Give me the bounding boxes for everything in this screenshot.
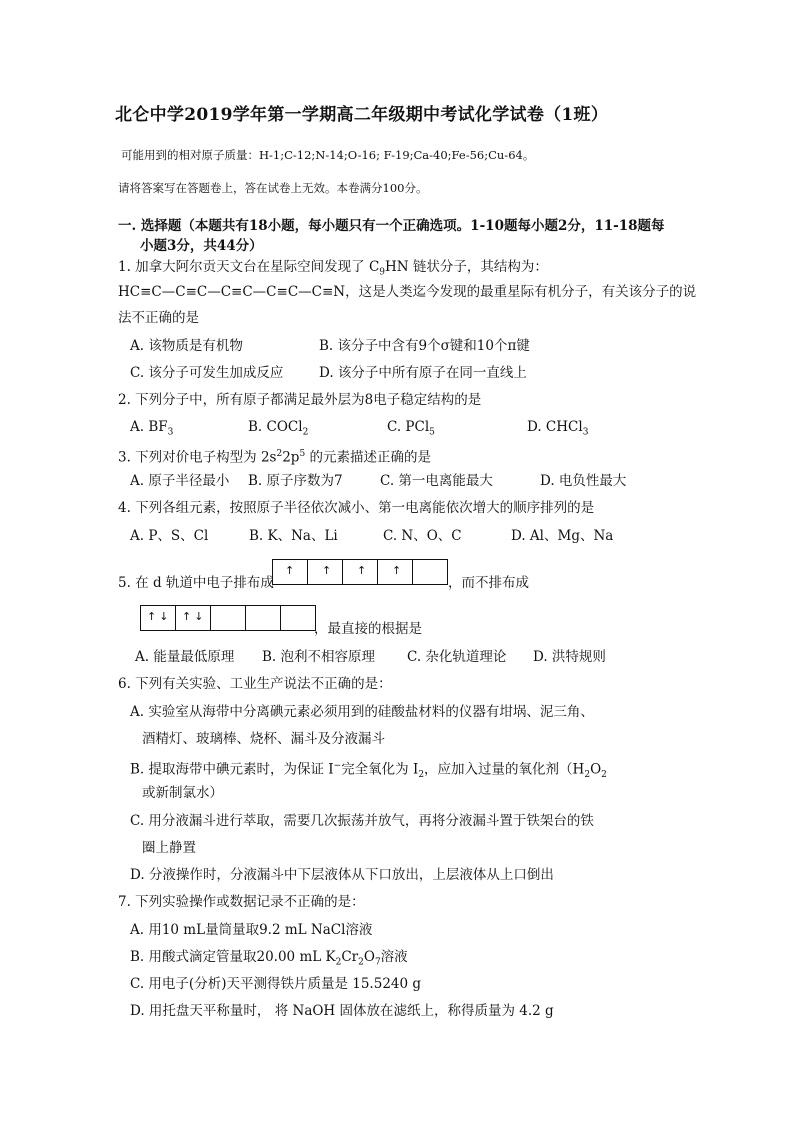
q2-option-c (387, 417, 435, 443)
q2-c-text: C. PCl (387, 419, 430, 435)
q6-option-b (130, 756, 607, 785)
page-title: 北仑中学2019学年第一学期高二年级期中考试化学试卷（1班） (115, 105, 609, 125)
q3-sup1: 2 (276, 449, 283, 459)
orbital-box (343, 560, 378, 584)
q2-option-d (527, 417, 588, 443)
section-heading-cont: 小题3分，共44分） (140, 238, 263, 254)
orbital-box (141, 606, 176, 630)
q7-b-text2: Cr (341, 949, 359, 965)
orbital-box (176, 606, 211, 630)
q6-option-a-cont: 酒精灯、玻璃棒、烧杯、漏斗及分液漏斗 (142, 731, 385, 747)
orbital-box (378, 560, 413, 584)
q2-stem: 2. 下列分子中，所有原子都满足最外层为8电子稳定结构的是 (118, 392, 482, 408)
orbital-box (211, 606, 246, 630)
q7-option-c: C. 用电子(分析)天平测得铁片质量是 15.5240 g (130, 976, 422, 992)
orbital-diagram-1 (272, 559, 448, 585)
q7-option-a: A. 用10 mL量筒量取9.2 mL NaCl溶液 (130, 922, 373, 938)
q2-option-b (248, 417, 308, 443)
q2-c-sub: 5 (429, 427, 435, 438)
atomic-masses-note: 可能用到的相对原子质量：H-1;C-12;N-14;O-16; F-19;Ca-40;Fe-56;Cu-64。 (121, 148, 535, 162)
up-arrow-icon: ↑ (322, 564, 332, 577)
q4-stem: 4. 下列各组元素，按照原子半径依次减小、第一电离能依次增大的顺序排列的是 (118, 500, 595, 516)
q3-stem-b: 2p (282, 449, 300, 466)
q7-b-text: B. 用酸式滴定管量取20.00 mL K (130, 949, 336, 965)
section-heading: 一. 选择题（本题共有18小题，每小题只有一个正确选项。1-10题每小题2分，11-18题每 (118, 218, 665, 234)
q1-stem (118, 257, 548, 283)
up-down-arrow-icon: ↑↓ (182, 610, 207, 623)
q5-stem-b: ，而不排布成 (448, 575, 529, 591)
orbital-box (273, 560, 308, 584)
q6-option-a: A. 实验室从海带中分离碘元素必须用到的硅酸盐材料的仪器有坩埚、泥三角、 (130, 704, 594, 720)
q6-b-sup: − (333, 761, 342, 771)
up-arrow-icon: ↑ (357, 564, 367, 577)
up-down-arrow-icon: ↑↓ (147, 610, 172, 623)
q6-option-d: D. 分液操作时，分液漏斗中下层液体从下口放出，上层液体从上口倒出 (130, 867, 554, 883)
q5-stem-a: 5. 在 d 轨道中电子排布成 (118, 575, 274, 591)
q4-option-d: D. Al、Mg、Na (511, 528, 614, 544)
q3-option-c: C. 第一电离能最大 (380, 473, 493, 489)
up-arrow-icon: ↑ (285, 564, 295, 577)
q7-b-text4: 溶液 (380, 949, 408, 965)
q2-d-text: D. CHCl (527, 419, 583, 435)
q1-stem-text2: HN 链状分子，其结构为： (385, 259, 548, 275)
q6-b-sub: 2 (418, 770, 425, 781)
q5-option-b: B. 泡利不相容原理 (262, 649, 376, 665)
q4-option-b: B. K、Na、Li (249, 528, 338, 544)
orbital-box (281, 606, 315, 630)
orbital-box (308, 560, 343, 584)
q1-subscript: 9 (379, 267, 386, 278)
q3-sup2: 5 (299, 449, 306, 459)
q2-a-sub: 3 (167, 427, 174, 438)
q5-option-a: A. 能量最低原理 (135, 649, 235, 665)
q7-b-sub2: 2 (358, 957, 364, 968)
q6-b-text4: O (590, 761, 602, 778)
q2-d-sub: 3 (582, 427, 589, 438)
q6-b-sub3: 2 (601, 770, 607, 781)
q6-option-c-cont: 圈上静置 (142, 840, 196, 856)
q2-option-a (130, 417, 173, 443)
q1-option-a: A. 该物质是有机物 (130, 338, 243, 354)
q1-structure: HC≡C—C≡C—C≡C—C≡C—C≡N，这是人类迄今发现的最重星际有机分子，有关该分子的说 (118, 284, 697, 300)
q6-b-text: B. 提取海带中碘元素时，为保证 I (130, 761, 334, 778)
q6-stem: 6. 下列有关实验、工业生产说法不正确的是： (118, 676, 392, 692)
q1-option-b: B. 该分子中含有9个σ键和10个π键 (319, 338, 530, 354)
orbital-box (246, 606, 281, 630)
q3-stem-c: 的元素描述正确的是 (305, 449, 431, 466)
q4-option-c: C. N、O、C (383, 528, 462, 544)
q1-option-c: C. 该分子可发生加成反应 (130, 365, 284, 381)
q7-stem: 7. 下列实验操作或数据记录不正确的是： (118, 894, 365, 910)
q2-b-sub: 2 (302, 427, 309, 438)
q7-b-text3: O (363, 949, 375, 965)
up-arrow-icon: ↑ (392, 564, 402, 577)
orbital-diagram-2 (140, 605, 316, 631)
q5-stem-c: ，最直接的根据是 (314, 621, 422, 637)
q7-option-d: D. 用托盘天平称量时， 将 NaOH 固体放在滤纸上，称得质量为 4.2 g (130, 1003, 554, 1019)
q6-b-text2: 完全氧化为 I (341, 761, 419, 778)
q6-b-text3: ，应加入过量的氧化剂（H (424, 761, 585, 778)
q6-option-c: C. 用分液漏斗进行萃取，需要几次振荡并放气，再将分液漏斗置于铁架台的铁 (130, 813, 594, 829)
q3-option-d: D. 电负性最大 (540, 473, 627, 489)
q7-option-b (130, 947, 408, 973)
q6-option-b-cont: 或新制氯水） (142, 785, 223, 801)
q7-b-sub3: 7 (374, 957, 381, 968)
q1-stem-text: 1. 加拿大阿尔贡天文台在星际空间发现了 C (118, 259, 380, 275)
q5-option-c: C. 杂化轨道理论 (407, 649, 507, 665)
q3-stem (118, 444, 431, 468)
instructions-note: 请将答案写在答题卷上，答在试卷上无效。本卷满分100分。 (118, 181, 428, 195)
q1-stem-end: 法不正确的是 (118, 310, 199, 326)
q3-stem-a: 3. 下列对价电子构型为 2s (118, 449, 277, 466)
q2-b-text: B. COCl (248, 419, 303, 435)
orbital-box (413, 560, 447, 584)
q2-a-text: A. BF (130, 419, 168, 435)
q3-option-a: A. 原子半径最小 (130, 473, 230, 489)
q3-option-b: B. 原子序数为7 (248, 473, 343, 489)
q5-option-d: D. 洪特规则 (533, 649, 606, 665)
q7-b-sub1: 2 (335, 957, 342, 968)
q6-b-sub2: 2 (584, 770, 591, 781)
q1-option-d: D. 该分子中所有原子在同一直线上 (319, 365, 527, 381)
q4-option-a: A. P、S、Cl (130, 528, 209, 544)
